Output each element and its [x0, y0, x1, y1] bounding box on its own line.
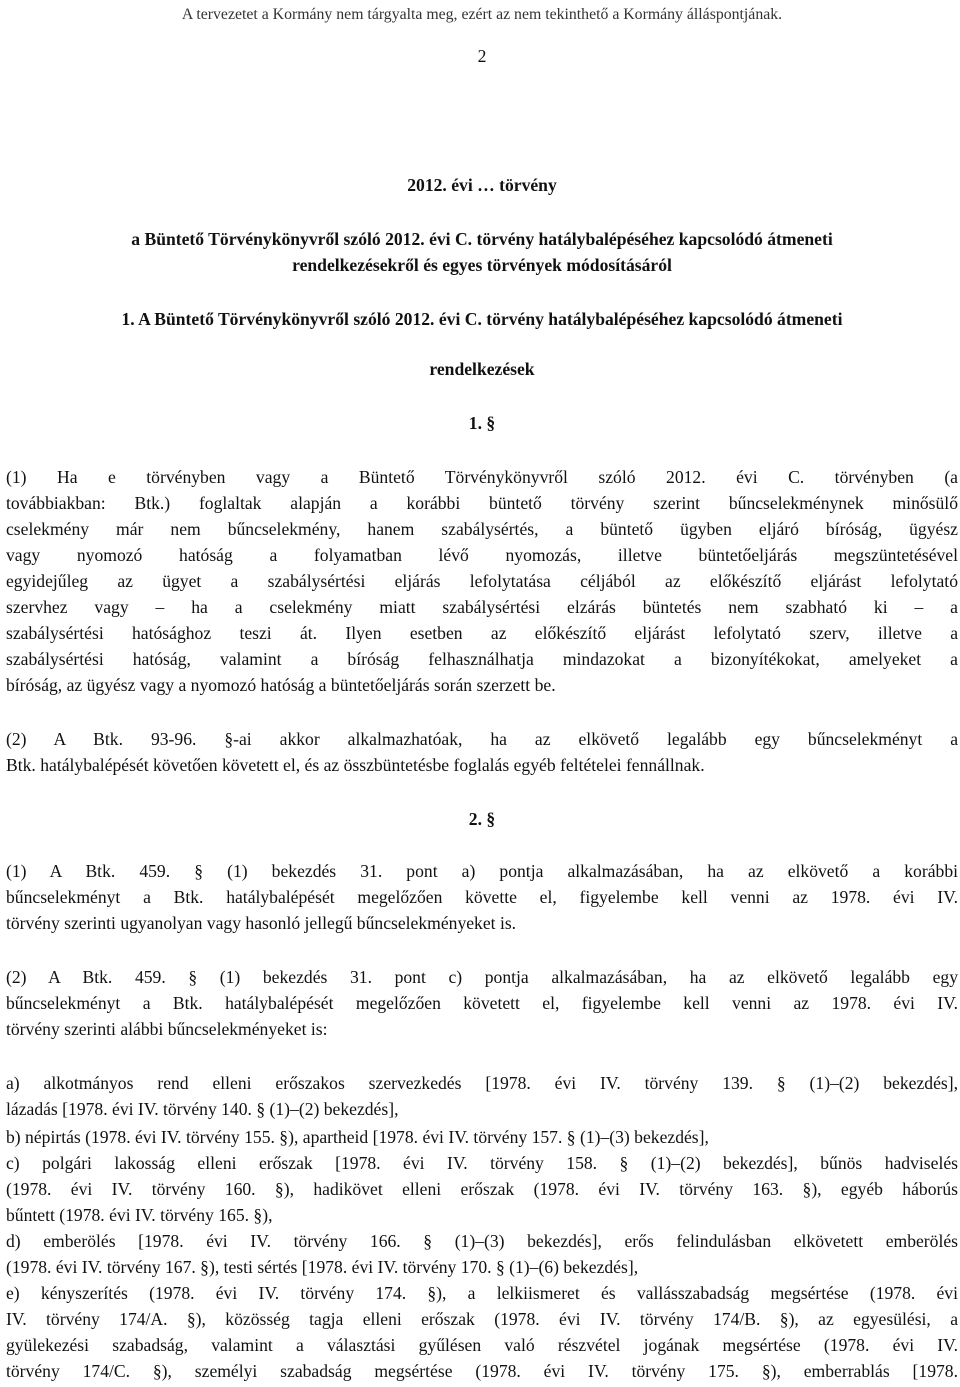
- section-1-paragraph-1-line: bíróság, az ügyész vagy a nyomozó hatóság a büntetőeljárás során szerzett be.: [6, 675, 556, 695]
- act-subtitle-line-1: a Büntető Törvénykönyvről szóló 2012. évi C. törvény hatálybalépéséhez kapcsolódó átmeneti: [131, 229, 833, 249]
- section-1-paragraph-1-line: szabálysértési hatóság, valamint a bíróság felhasználhatja mindazokat a bizonyítékokat, amelyeket a: [6, 649, 958, 669]
- act-subtitle-line-2: rendelkezésekről és egyes törvények módosításáról: [292, 255, 672, 275]
- section-2-paragraph-2-line: bűncselekményt a Btk. hatálybalépését megelőzően követett el, figyelembe kell venni az 1978. évi IV.: [6, 993, 958, 1013]
- act-title: 2012. évi … törvény: [407, 175, 557, 195]
- offence-list-line: c) polgári lakosság elleni erőszak [1978. évi IV. törvény 158. § (1)–(2) bekezdés], bűnös hadviselés: [6, 1153, 958, 1173]
- offence-list-line: (1978. évi IV. törvény 167. §), testi sértés [1978. évi IV. törvény 170. § (1)–(6) bekezdés],: [6, 1257, 639, 1277]
- section-1-paragraph-2-line: (2) A Btk. 93-96. §-ai akkor alkalmazhatóak, ha az elkövető legalább egy bűncselekményt a: [6, 729, 958, 749]
- section-1-paragraph-1-line: (1) Ha e törvényben vagy a Büntető Törvénykönyvről szóló 2012. évi C. törvényben (a: [6, 467, 958, 487]
- section-1-paragraph-1-line: cselekmény már nem bűncselekmény, hanem szabálysértés, a büntető ügyben eljáró bíróság, ügyész: [6, 519, 958, 539]
- section-1-paragraph-1-line: szervhez vagy – ha a cselekmény miatt szabálysértési elzárás büntetés nem szabható ki – a: [6, 597, 958, 617]
- section-1-paragraph-1-line: továbbiakban: Btk.) foglaltak alapján a korábbi büntető törvény szerint bűncselekménynek minősülő: [6, 493, 958, 513]
- section-1-paragraph-1-line: egyidejűleg az ügyet a szabálysértési eljárás lefolytatása céljából az előkészítő eljárást lefolytató: [6, 571, 958, 591]
- chapter-heading-line-2: rendelkezések: [429, 359, 535, 379]
- section-2-paragraph-1-line: (1) A Btk. 459. § (1) bekezdés 31. pont a) pontja alkalmazásában, ha az elkövető a korábbi: [6, 861, 958, 881]
- offence-list-line: (1978. évi IV. törvény 160. §), hadikövet elleni erőszak (1978. évi IV. törvény 163. §), egyéb háborús: [6, 1179, 958, 1199]
- offence-list-line: d) emberölés [1978. évi IV. törvény 166. § (1)–(3) bekezdés], erős felindulásban elkövetett emberölés: [6, 1231, 958, 1251]
- page-number: 2: [477, 46, 487, 66]
- offence-list-line: lázadás [1978. évi IV. törvény 140. § (1)–(2) bekezdés],: [6, 1099, 399, 1119]
- offence-list-line: IV. törvény 174/A. §), közösség tagja elleni erőszak (1978. évi IV. törvény 174/B. §), az egyesülési, a: [6, 1309, 958, 1329]
- offence-list-line: bűntett (1978. évi IV. törvény 165. §),: [6, 1205, 273, 1225]
- section-1-paragraph-2-line: Btk. hatálybalépését követően követett el, és az összbüntetésbe foglalás egyéb feltételei fennállnak.: [6, 755, 705, 775]
- section-2-paragraph-1-line: törvény szerinti ugyanolyan vagy hasonló jellegű bűncselekményeket is.: [6, 913, 517, 933]
- section-2-paragraph-2-line: törvény szerinti alábbi bűncselekményeket is:: [6, 1019, 328, 1039]
- section-2-paragraph-1-line: bűncselekményt a Btk. hatálybalépését megelőzően követte el, figyelembe kell venni az 1978. évi IV.: [6, 887, 958, 907]
- section-1-paragraph-1-line: vagy nyomozó hatóság a folyamatban lévő nyomozás, illetve büntetőeljárás megszüntetésével: [6, 545, 958, 565]
- section-2-paragraph-2-line: (2) A Btk. 459. § (1) bekezdés 31. pont c) pontja alkalmazásában, ha az elkövető legalább egy: [6, 967, 958, 987]
- offence-list-line: e) kényszerítés (1978. évi IV. törvény 174. §), a lelkiismeret és vallásszabadság megsértése (1978. évi: [6, 1283, 958, 1303]
- section-1-heading: 1. §: [468, 413, 496, 433]
- section-1-paragraph-1-line: szabálysértési hatósághoz teszi át. Ilyen esetben az előkészítő eljárást lefolytató szerv, illetve a: [6, 623, 958, 643]
- section-2-heading: 2. §: [468, 809, 496, 829]
- offence-list-line: a) alkotmányos rend elleni erőszakos szervezkedés [1978. évi IV. törvény 139. § (1)–(2) bekezdés],: [6, 1073, 958, 1093]
- offence-list-line: b) népirtás (1978. évi IV. törvény 155. §), apartheid [1978. évi IV. törvény 157. § (1)–(3) bekezdés],: [6, 1127, 709, 1147]
- chapter-heading-line-1: 1. A Büntető Törvénykönyvről szóló 2012. évi C. törvény hatálybalépéséhez kapcsolódó átmeneti: [121, 309, 843, 329]
- offence-list-line: törvény 174/C. §), személyi szabadság megsértése (1978. évi IV. törvény 175. §), emberrablás [1978.: [6, 1361, 958, 1381]
- draft-notice: A tervezetet a Kormány nem tárgyalta meg, ezért az nem tekinthető a Kormány álláspontjának.: [181, 6, 783, 23]
- offence-list-line: gyülekezési szabadság, valamint a választási gyűlésen való részvétel jogának megsértése (1978. évi IV.: [6, 1335, 958, 1355]
